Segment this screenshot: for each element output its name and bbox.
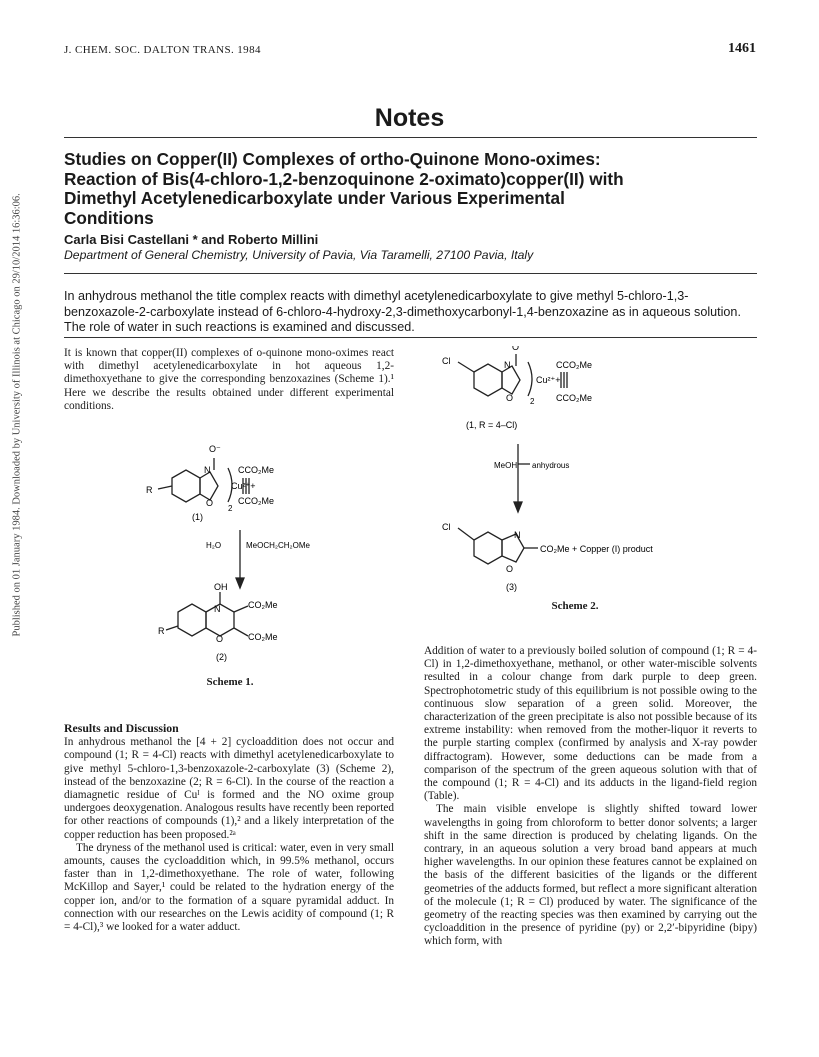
oxazole-ring	[502, 534, 524, 562]
scheme-2-caption: Scheme 2.	[551, 600, 599, 612]
scheme-1-caption: Scheme 1.	[206, 676, 254, 688]
s2-co2me-top: CCO₂Me	[556, 360, 592, 370]
intro-text: It is known that copper(II) complexes of o-quinone mono-oximes react with dimethyl acetylenedicarboxylate in hot aqueous 1,2-dimethoxyethane to give the corresponding benzoxazines (Scheme 1).¹ Here we describe the results obtained under different experimental conditions.	[64, 347, 394, 412]
s2-co2me-bottom: CCO₂Me	[556, 393, 592, 403]
benzene-ring-1	[172, 470, 200, 502]
download-sidebar-note: Published on 01 January 1984. Downloaded by University of Illinois at Chicago on 29/10/2014 16:36:06.	[11, 193, 23, 637]
s1-co2me-top: CCO₂Me	[238, 465, 274, 475]
title-line-4: Conditions	[64, 207, 154, 228]
scheme-2-diagram	[436, 346, 756, 596]
s1-arrow-right: MeOCH₂CH₂OMe	[246, 541, 310, 550]
scheme-1-diagram	[140, 440, 340, 672]
s2-n2: N	[514, 530, 521, 540]
benzene-ring-4	[474, 532, 502, 564]
title-line-3: Dimethyl Acetylenedicarboxylate under Various Experimental	[64, 188, 565, 208]
affiliation: Department of General Chemistry, University of Pavia, Via Taramelli, 27100 Pavia, Italy	[64, 248, 534, 262]
s2-cl: Cl	[442, 356, 451, 366]
s1-cu: Cu²⁺+	[231, 481, 256, 491]
s1-co2me-a: CO₂Me	[248, 600, 278, 610]
results-paragraph-2: The dryness of the methanol used is critical: water, even in very small amounts, causes the cycloaddition which, in 99.5% methanol, occurs faster than in 1,2-dimethoxyethane. The role of water, following McKillop and Sayer,¹ could be related to the hydration energy of the copper ion, and/or to the formation of a square pyramidal adduct. In connection with our researches on the Lewis acidity of compound (1; R = 4-Cl),³ we looked for a water adduct.	[64, 841, 394, 934]
benzene-ring-2	[178, 604, 206, 636]
s1-arrow-left: H₂O	[206, 541, 222, 550]
abstract-top-rule	[64, 273, 757, 274]
right-column-text	[424, 645, 757, 949]
oxime-ring-1	[200, 472, 218, 500]
s2-cu: Cu²⁺+	[536, 375, 561, 385]
right-paragraph-2: The main visible envelope is slightly shifted toward lower wavelengths in going from chloroform to better donor solvents; a larger shift in the same direction is produced by chelating ligands. On the contrary, in an aqueous solution a very broad band appears at much higher wavelengths. In our opinion these features cannot be explained on the basis of the different basicities of the ligands or the different geometries of the adducts formed, but reflect a more significant alteration of the molecule (1; R = Cl) produced by water. The significance of the geometry of the reacting species was then examined by carrying out the cycloaddition in the presence of pyridine (py) or 2,2′-bipyridine (bipy) which form, with	[424, 803, 757, 948]
s2-o2: O	[506, 564, 514, 574]
page-number: 1461	[728, 41, 756, 56]
s1-co2me-b: CO₂Me	[248, 632, 278, 642]
s2-sub2: 2	[530, 397, 535, 406]
s1-compound-1: (1)	[192, 512, 203, 522]
s2-o-minus: O⁻	[512, 346, 524, 352]
title-line-2: Reaction of Bis(4-chloro-1,2-benzoquinone 2-oximato)copper(II) with	[64, 168, 624, 189]
s2-n: N	[504, 360, 511, 370]
right-paragraph-1: Addition of water to a previously boiled solution of compound (1; R = 4-Cl) in 1,2-dimethoxyethane, methanol, or other water-miscible solvents resulted in a colour change from dark purple to deep green. Spectrophotometric study of this equilibrium is not possible owing to the continuous slow separation of a green solid. Moreover, the characterization of the green precipitate is also not possible because of its extreme instability: when removed from the mother-liquor it reverts to the purple starting complex (confirmed by analysis and X-ray powder diffractogram). However, some deductions can be made from a comparison of the spectrum of the green aqueous solution with that of the compound (1; R = 4-Cl) and its adducts in the ligand-field region (Table).	[424, 645, 757, 803]
s1-compound-2: (2)	[216, 652, 227, 662]
s1-oh: OH	[214, 582, 228, 592]
s1-co2me-bottom: CCO₂Me	[238, 496, 274, 506]
section-title: Notes	[374, 104, 445, 132]
s2-arrow-left: MeOH	[494, 461, 518, 470]
article-title	[64, 150, 764, 228]
results-paragraph-1: In anhydrous methanol the [4 + 2] cycloaddition does not occur and compound (1; R = 4-Cl) reacts with dimethyl acetylenedicarboxylate to give methyl 5-chloro-1,3-benzoxazole-2-carboxylate (3) (Scheme 2), instead of the benzoxazine (2; R = 6-Cl). In the course of the reaction a diamagnetic residue of Cuᴵ is formed and the NO oxime group undergoes deoxygenation. Analogous results have recently been reported for other reactions of compounds (1),² and a likely interpretation of the copper reduction has been proposed.²ᵃ	[64, 736, 394, 841]
s1-o: O	[206, 498, 214, 508]
benzene-ring-3	[474, 364, 502, 396]
results-heading: Results and Discussion	[64, 721, 179, 735]
s2-compound-3: (3)	[506, 582, 517, 592]
title-rule	[64, 137, 757, 138]
s1-r: R	[146, 485, 153, 495]
abstract: In anhydrous methanol the title complex reacts with dimethyl acetylenedicarboxylate to give methyl 5-chloro-1,3-benzoxazole-2-carboxylate instead of 6-chloro-4-hydroxy-2,3-dimethoxycarbonyl-1,4-benzoxazine as in aqueous solution. The role of water in such reactions is examined and discussed.	[64, 289, 741, 334]
authors: Carla Bisi Castellani * and Roberto Millini	[64, 232, 319, 247]
s2-o: O	[506, 393, 514, 403]
oxime-ring-2	[502, 366, 520, 394]
results-section	[64, 722, 394, 934]
s2-compound-1: (1, R = 4–Cl)	[466, 420, 518, 430]
s2-arrow-right: anhydrous	[532, 461, 570, 470]
journal-header: J. CHEM. SOC. DALTON TRANS. 1984	[64, 44, 261, 56]
s1-o-minus: O⁻	[209, 444, 221, 454]
s1-n2: N	[214, 604, 221, 614]
s1-o2: O	[216, 634, 224, 644]
s2-product: CO₂Me + Copper (I) product	[540, 544, 653, 554]
s1-sub2: 2	[228, 504, 233, 513]
s1-n: N	[204, 465, 211, 475]
scheme-2-svg	[436, 346, 756, 596]
s1-r2: R	[158, 626, 165, 636]
intro-paragraph	[64, 347, 394, 413]
title-line-1: Studies on Copper(II) Complexes of ortho-Quinone Mono-oximes:	[64, 149, 601, 169]
scheme-1-svg	[140, 440, 340, 672]
abstract-bottom-rule	[64, 337, 757, 338]
s2-cl2: Cl	[442, 522, 451, 532]
